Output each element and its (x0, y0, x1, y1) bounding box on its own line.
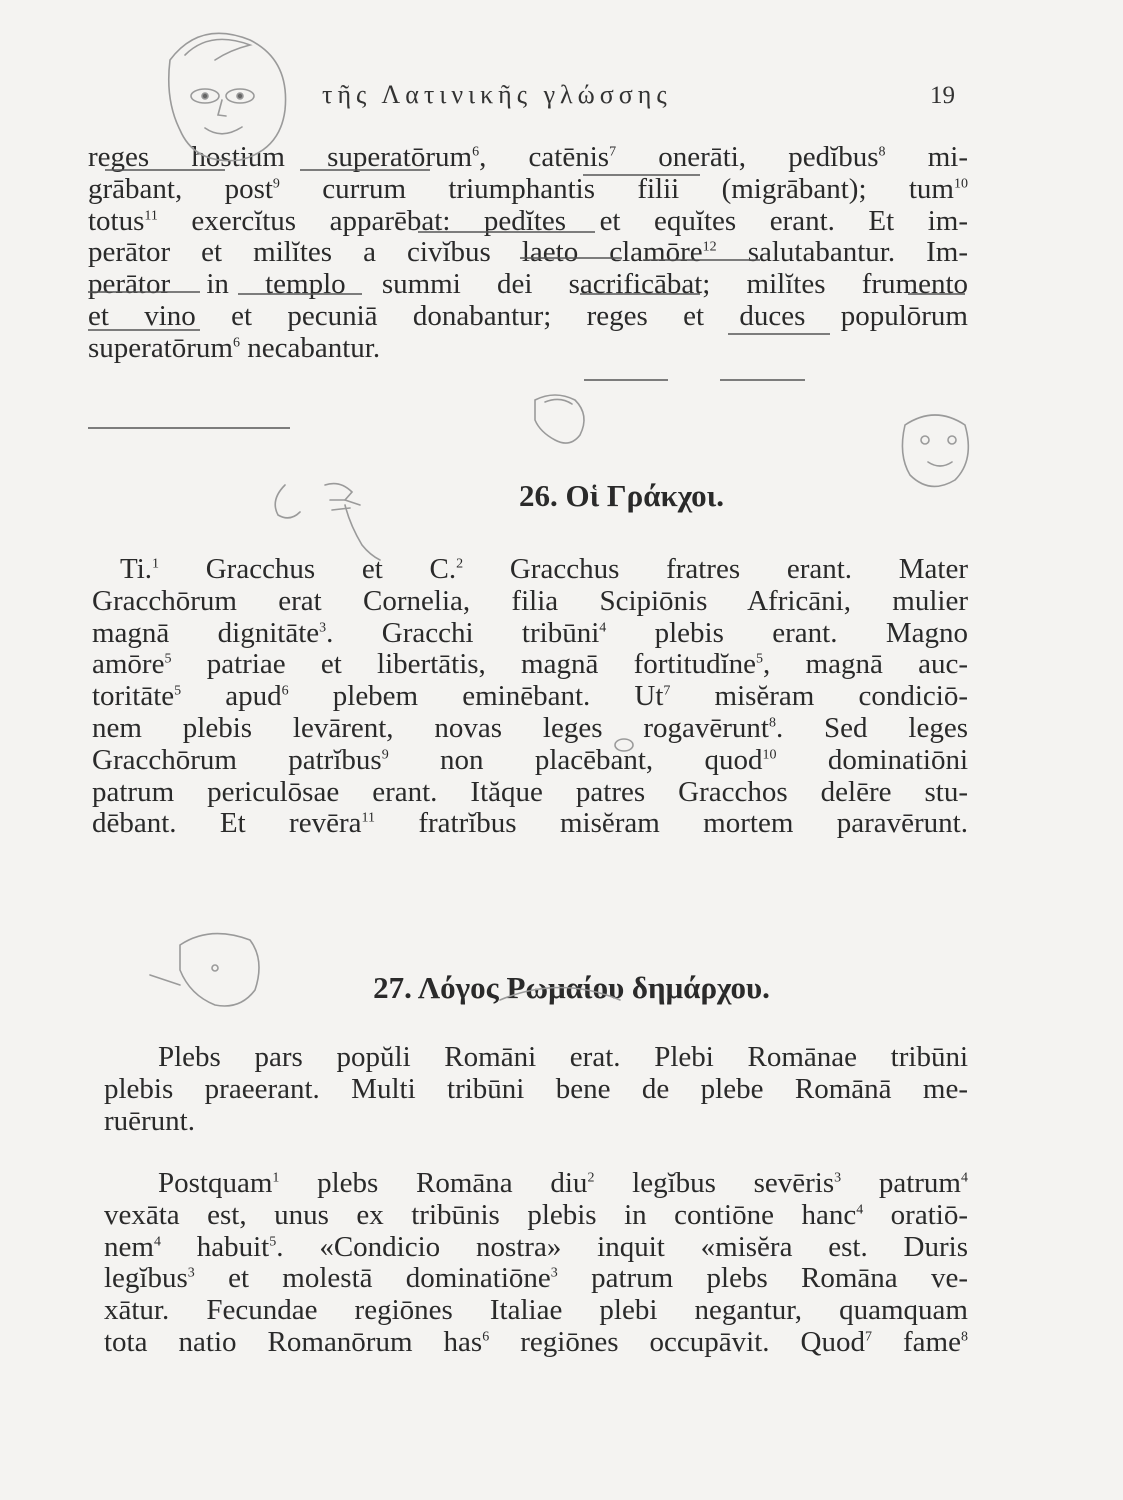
text-line: perātor et milĭtes a civĭbus laeto clamōre$^{12}$ salutabantur. Im- (88, 236, 968, 269)
text-line: Postquam$^1$ plebs Romāna diu$^2$ legĭbus sevēris$^3$ patrum$^4$ (158, 1167, 968, 1199)
text-line: dēbant. Et revēra$^{11}$ fratrĭbus misĕram mortem paravērunt. (92, 807, 968, 840)
passage-intro (88, 142, 968, 365)
text-line: Gracchōrum patrĭbus$^9$ non placēbant, quod$^{10}$ dominatiōni (92, 743, 968, 776)
running-head-title: τῆς Λατινικῆς γλώσσης (322, 80, 672, 109)
text-line: reges hostium superatōrum$^6$, catēnis$^7$ onerāti, pedĭbus$^8$ mi- (88, 141, 968, 173)
text-line: et vino et pecuniā donabantur; reges et duces populōrum (88, 299, 968, 332)
text-line: grābant, post$^9$ currum triumphantis filii (migrābant); tum$^{10}$ (88, 172, 968, 205)
text-line: Gracchōrum erat Cornelia, filia Scipiōnis Africāni, mulier (92, 584, 968, 617)
text-line: amōre$^5$ patriae et libertātis, magnā fortitudĭne$^5$, magnā auc- (92, 648, 968, 681)
text-line: toritāte$^5$ apud$^6$ plebem eminēbant. Ut$^7$ misĕram condiciō- (92, 680, 968, 713)
text-line: Plebs pars popŭli Romāni erat. Plebi Romānae tribūni (158, 1041, 968, 1073)
section-27-paragraph-1 (104, 1042, 968, 1137)
section-26-heading: 26. Οἱ Γράκχοι. (518, 478, 725, 513)
running-head (0, 76, 1123, 116)
text-line: ruērunt. (104, 1104, 195, 1137)
text-line: xātur. Fecundae regiōnes Italiae plebi negantur, quamquam (104, 1294, 968, 1327)
text-line: plebis praeerant. Multi tribūni bene de plebe Romānā me- (104, 1072, 968, 1105)
text-line: Ti.$^1$ Gracchus et C.$^2$ Gracchus fratres erant. Mater (120, 553, 968, 585)
text-line: tota natio Romanōrum has$^6$ regiōnes occupāvit. Quod$^7$ fame$^8$ (104, 1325, 968, 1358)
section-27-paragraph-2 (104, 1168, 968, 1359)
text-line: magnā dignitāte$^3$. Gracchi tribūni$^4$ plebis erant. Magno (92, 616, 968, 649)
text-line: totus$^{11}$ exercĭtus apparēbat: pedĭtes et equĭtes erant. Et im- (88, 204, 968, 237)
page-number: 19 (930, 82, 955, 109)
text-line: legĭbus$^3$ et molestā dominatiōne$^3$ patrum plebs Romāna ve- (104, 1262, 968, 1295)
text-line: nem plebis levārent, novas leges rogavērunt$^8$. Sed leges (92, 711, 968, 744)
profile-doodle-icon (535, 395, 584, 443)
text-line: superatōrum$^6$ necabantur. (88, 331, 381, 364)
section-27-heading: 27. Λόγος Ρωμαίου δημάρχου. (373, 970, 770, 1005)
text-line: perātor in templo summi dei sacrificābat; milĭtes frumento (88, 268, 968, 301)
text-line: patrum periculōsae erant. Ităque patres Gracchos delēre stu- (92, 775, 968, 808)
text-line: nem$^4$ habuit$^5$. «Condicio nostra» inquit «misĕra est. Duris (104, 1230, 968, 1263)
text-line: vexāta est, unus ex tribūnis plebis in contiōne hanc$^4$ oratiō- (104, 1198, 968, 1231)
face-doodle-icon (902, 415, 968, 486)
section-26-body (92, 554, 968, 840)
